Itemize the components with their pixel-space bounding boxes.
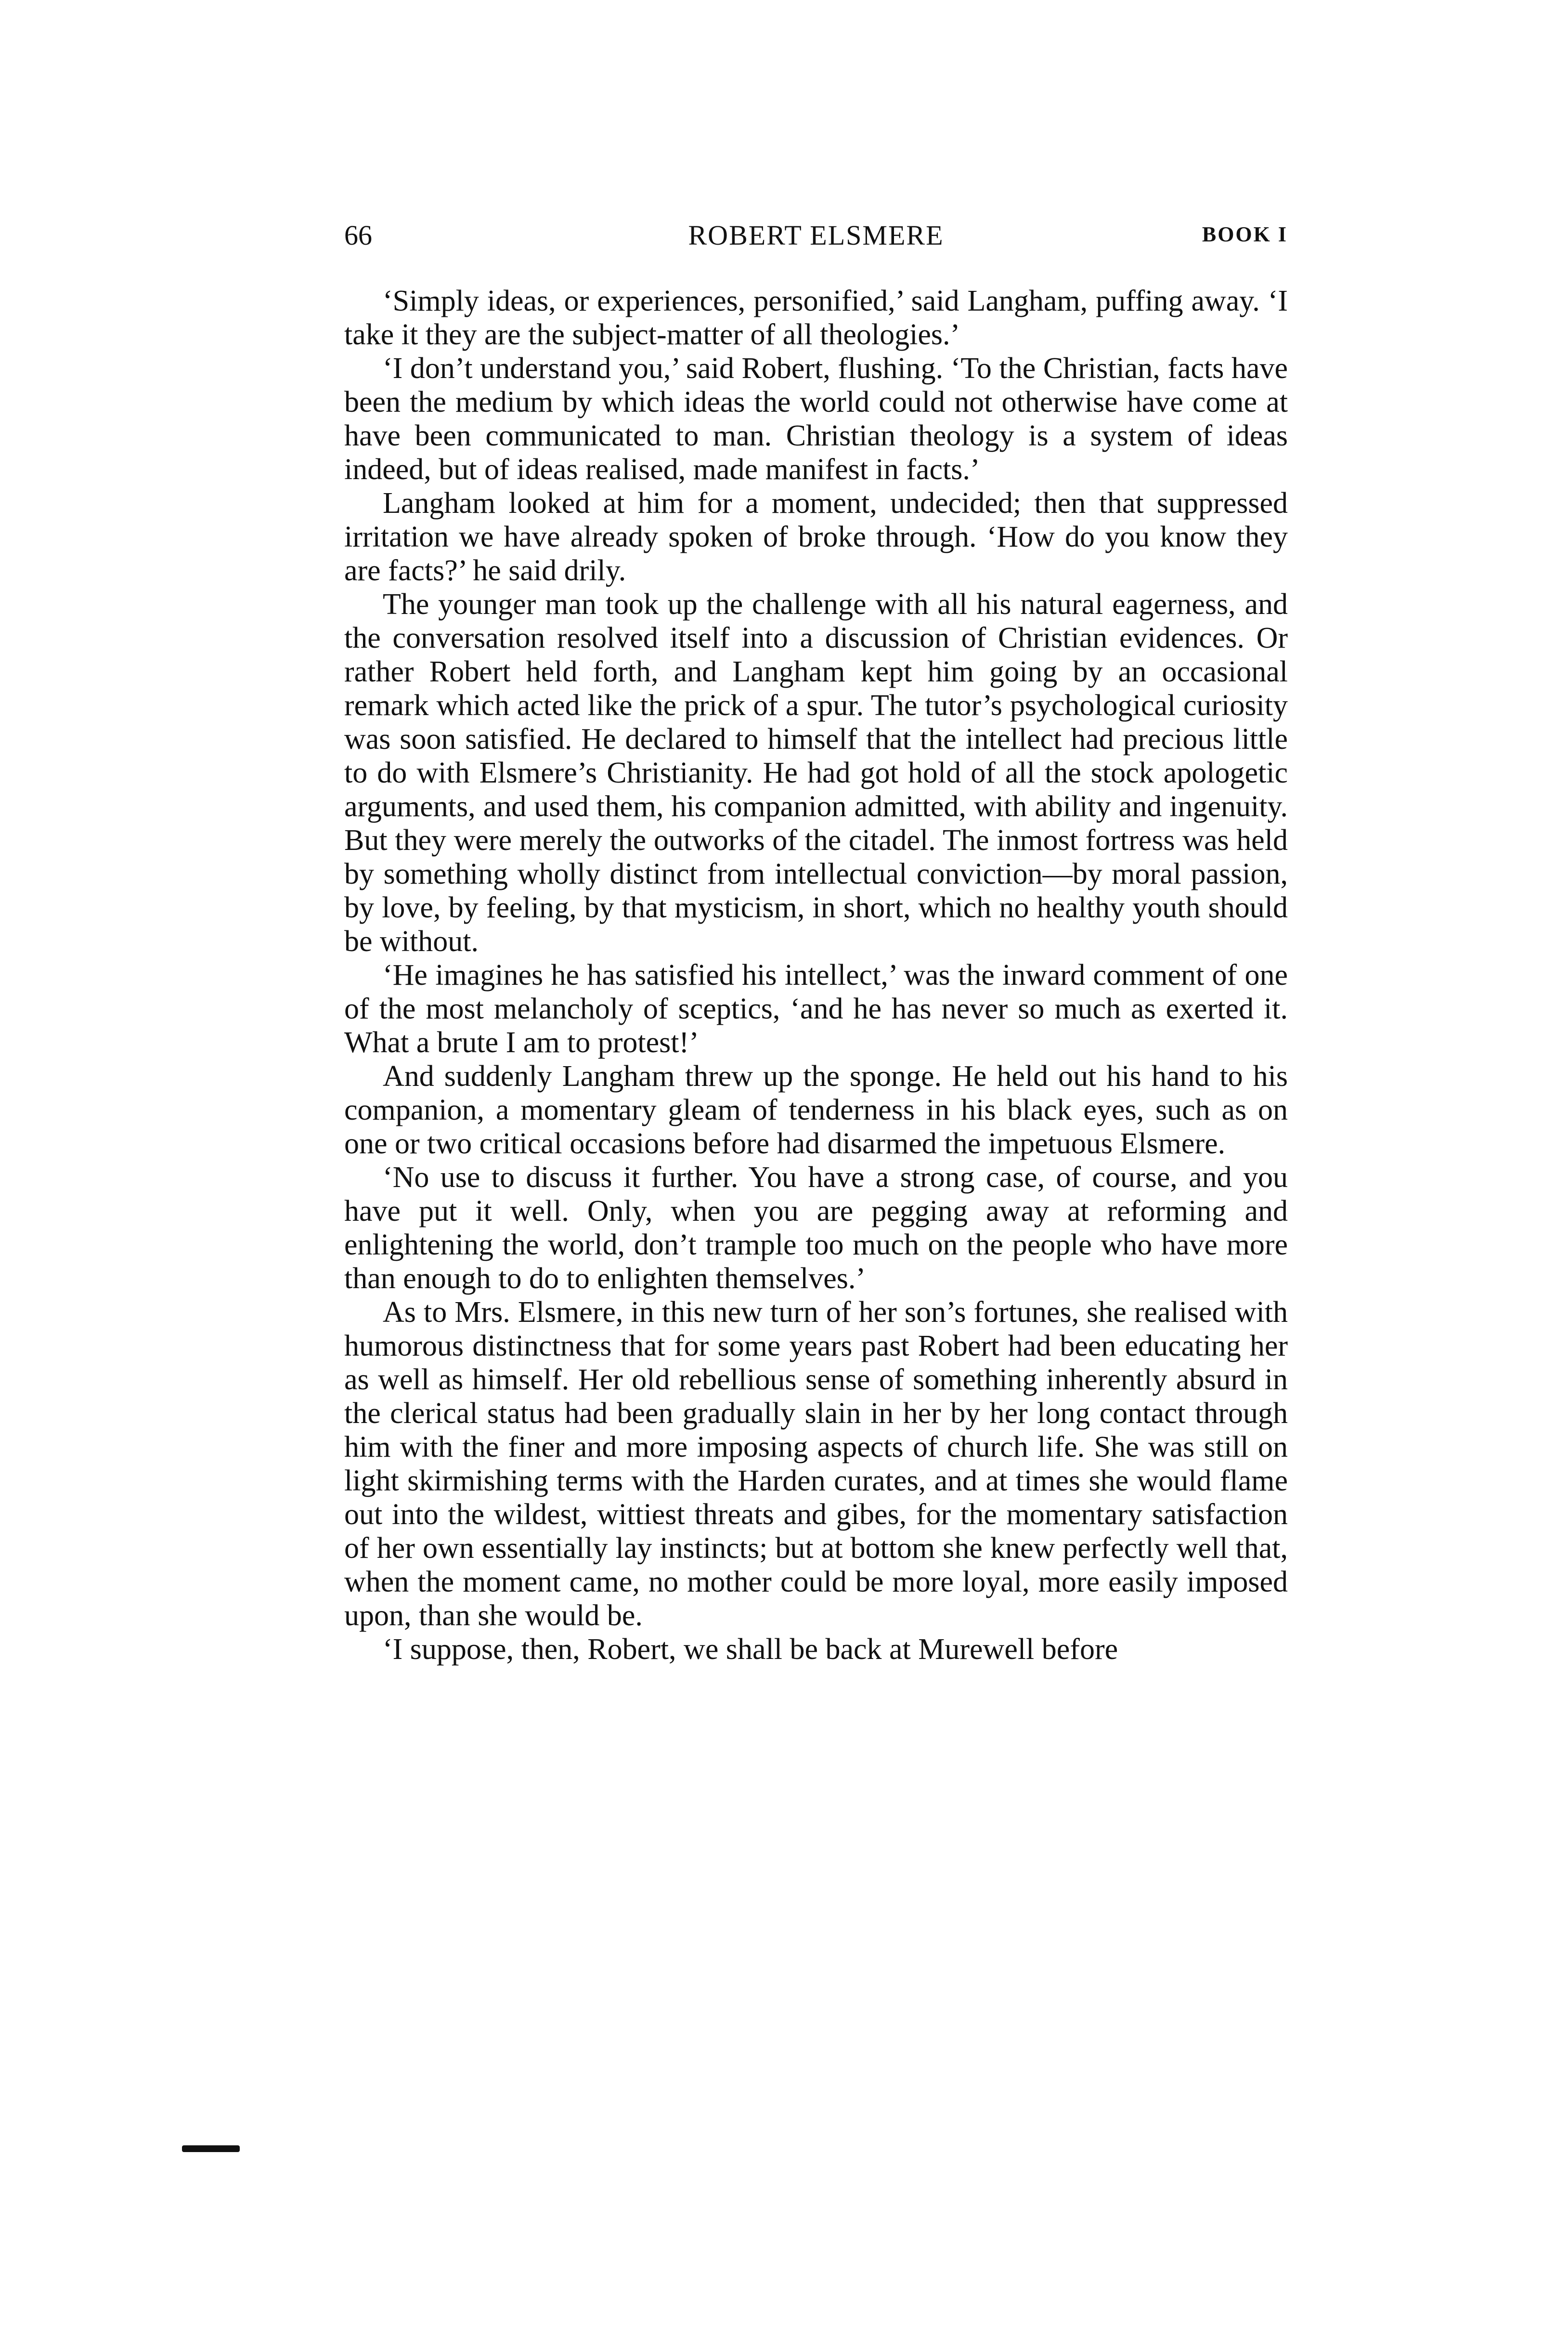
paragraph: ‘Simply ideas, or experiences, personified,’ said Langham, puffing away. ‘I take it they are the subject-matter of all theologies.’ <box>344 285 1288 351</box>
paragraph: ‘No use to discuss it further. You have a strong case, of course, and you have put it well. Only, when you are pegging away at reforming and enlightening the world, don’t trample too much on the people who have more than enough to do to enlighten themselves.’ <box>344 1161 1288 1295</box>
ink-smudge <box>182 2145 240 2152</box>
body-text <box>344 284 1288 1666</box>
running-title: ROBERT ELSMERE <box>688 220 944 251</box>
paragraph: As to Mrs. Elsmere, in this new turn of her son’s fortunes, she realised with humorous distinctness that for some years past Robert had been educating her as well as himself. Her old rebellious sense of something inherently absurd in the clerical status had been gradually slain in her by her long contact through him with the finer and more imposing aspects of church life. She was still on light skirmishing terms with the Harden curates, and at times she would flame out into the wildest, wittiest threats and gibes, for the momentary satisfaction of her own essentially lay instincts; but at bottom she knew perfectly well that, when the moment came, no mother could be more loyal, more easily imposed upon, than she would be. <box>344 1296 1288 1632</box>
paragraph: ‘I suppose, then, Robert, we shall be back at Murewell before <box>383 1633 1118 1666</box>
paragraph: ‘I don’t understand you,’ said Robert, flushing. ‘To the Christian, facts have been the medium by which ideas the world could not otherwise have come at have been communicated to man. Christian theology is a system of ideas indeed, but of ideas realised, made manifest in facts.’ <box>344 352 1288 486</box>
page-number: 66 <box>344 220 372 251</box>
book-label: BOOK I <box>1202 222 1288 246</box>
paragraph: And suddenly Langham threw up the sponge. He held out his hand to his companion, a momentary gleam of tenderness in his black eyes, such as on one or two critical occasions before had disarmed the impetuous Elsmere. <box>344 1060 1288 1160</box>
running-header <box>344 219 1288 258</box>
paragraph: ‘He imagines he has satisfied his intellect,’ was the inward comment of one of the most melancholy of sceptics, ‘and he has never so much as exerted it. What a brute I am to protest!’ <box>344 959 1288 1059</box>
paragraph: Langham looked at him for a moment, undecided; then that suppressed irritation we have already spoken of broke through. ‘How do you know they are facts?’ he said drily. <box>344 487 1288 587</box>
paragraph: The younger man took up the challenge with all his natural eagerness, and the conversation resolved itself into a discussion of Christian evidences. Or rather Robert held forth, and Langham kept him going by an occasional remark which acted like the prick of a spur. The tutor’s psychological curiosity was soon satisfied. He declared to himself that the intellect had precious little to do with Elsmere’s Christianity. He had got hold of all the stock apologetic arguments, and used them, his companion admitted, with ability and ingenuity. But they were merely the outworks of the citadel. The inmost fortress was held by something wholly distinct from intellectual conviction—by moral passion, by love, by feeling, by that mysticism, in short, which no healthy youth should be without. <box>344 588 1288 958</box>
